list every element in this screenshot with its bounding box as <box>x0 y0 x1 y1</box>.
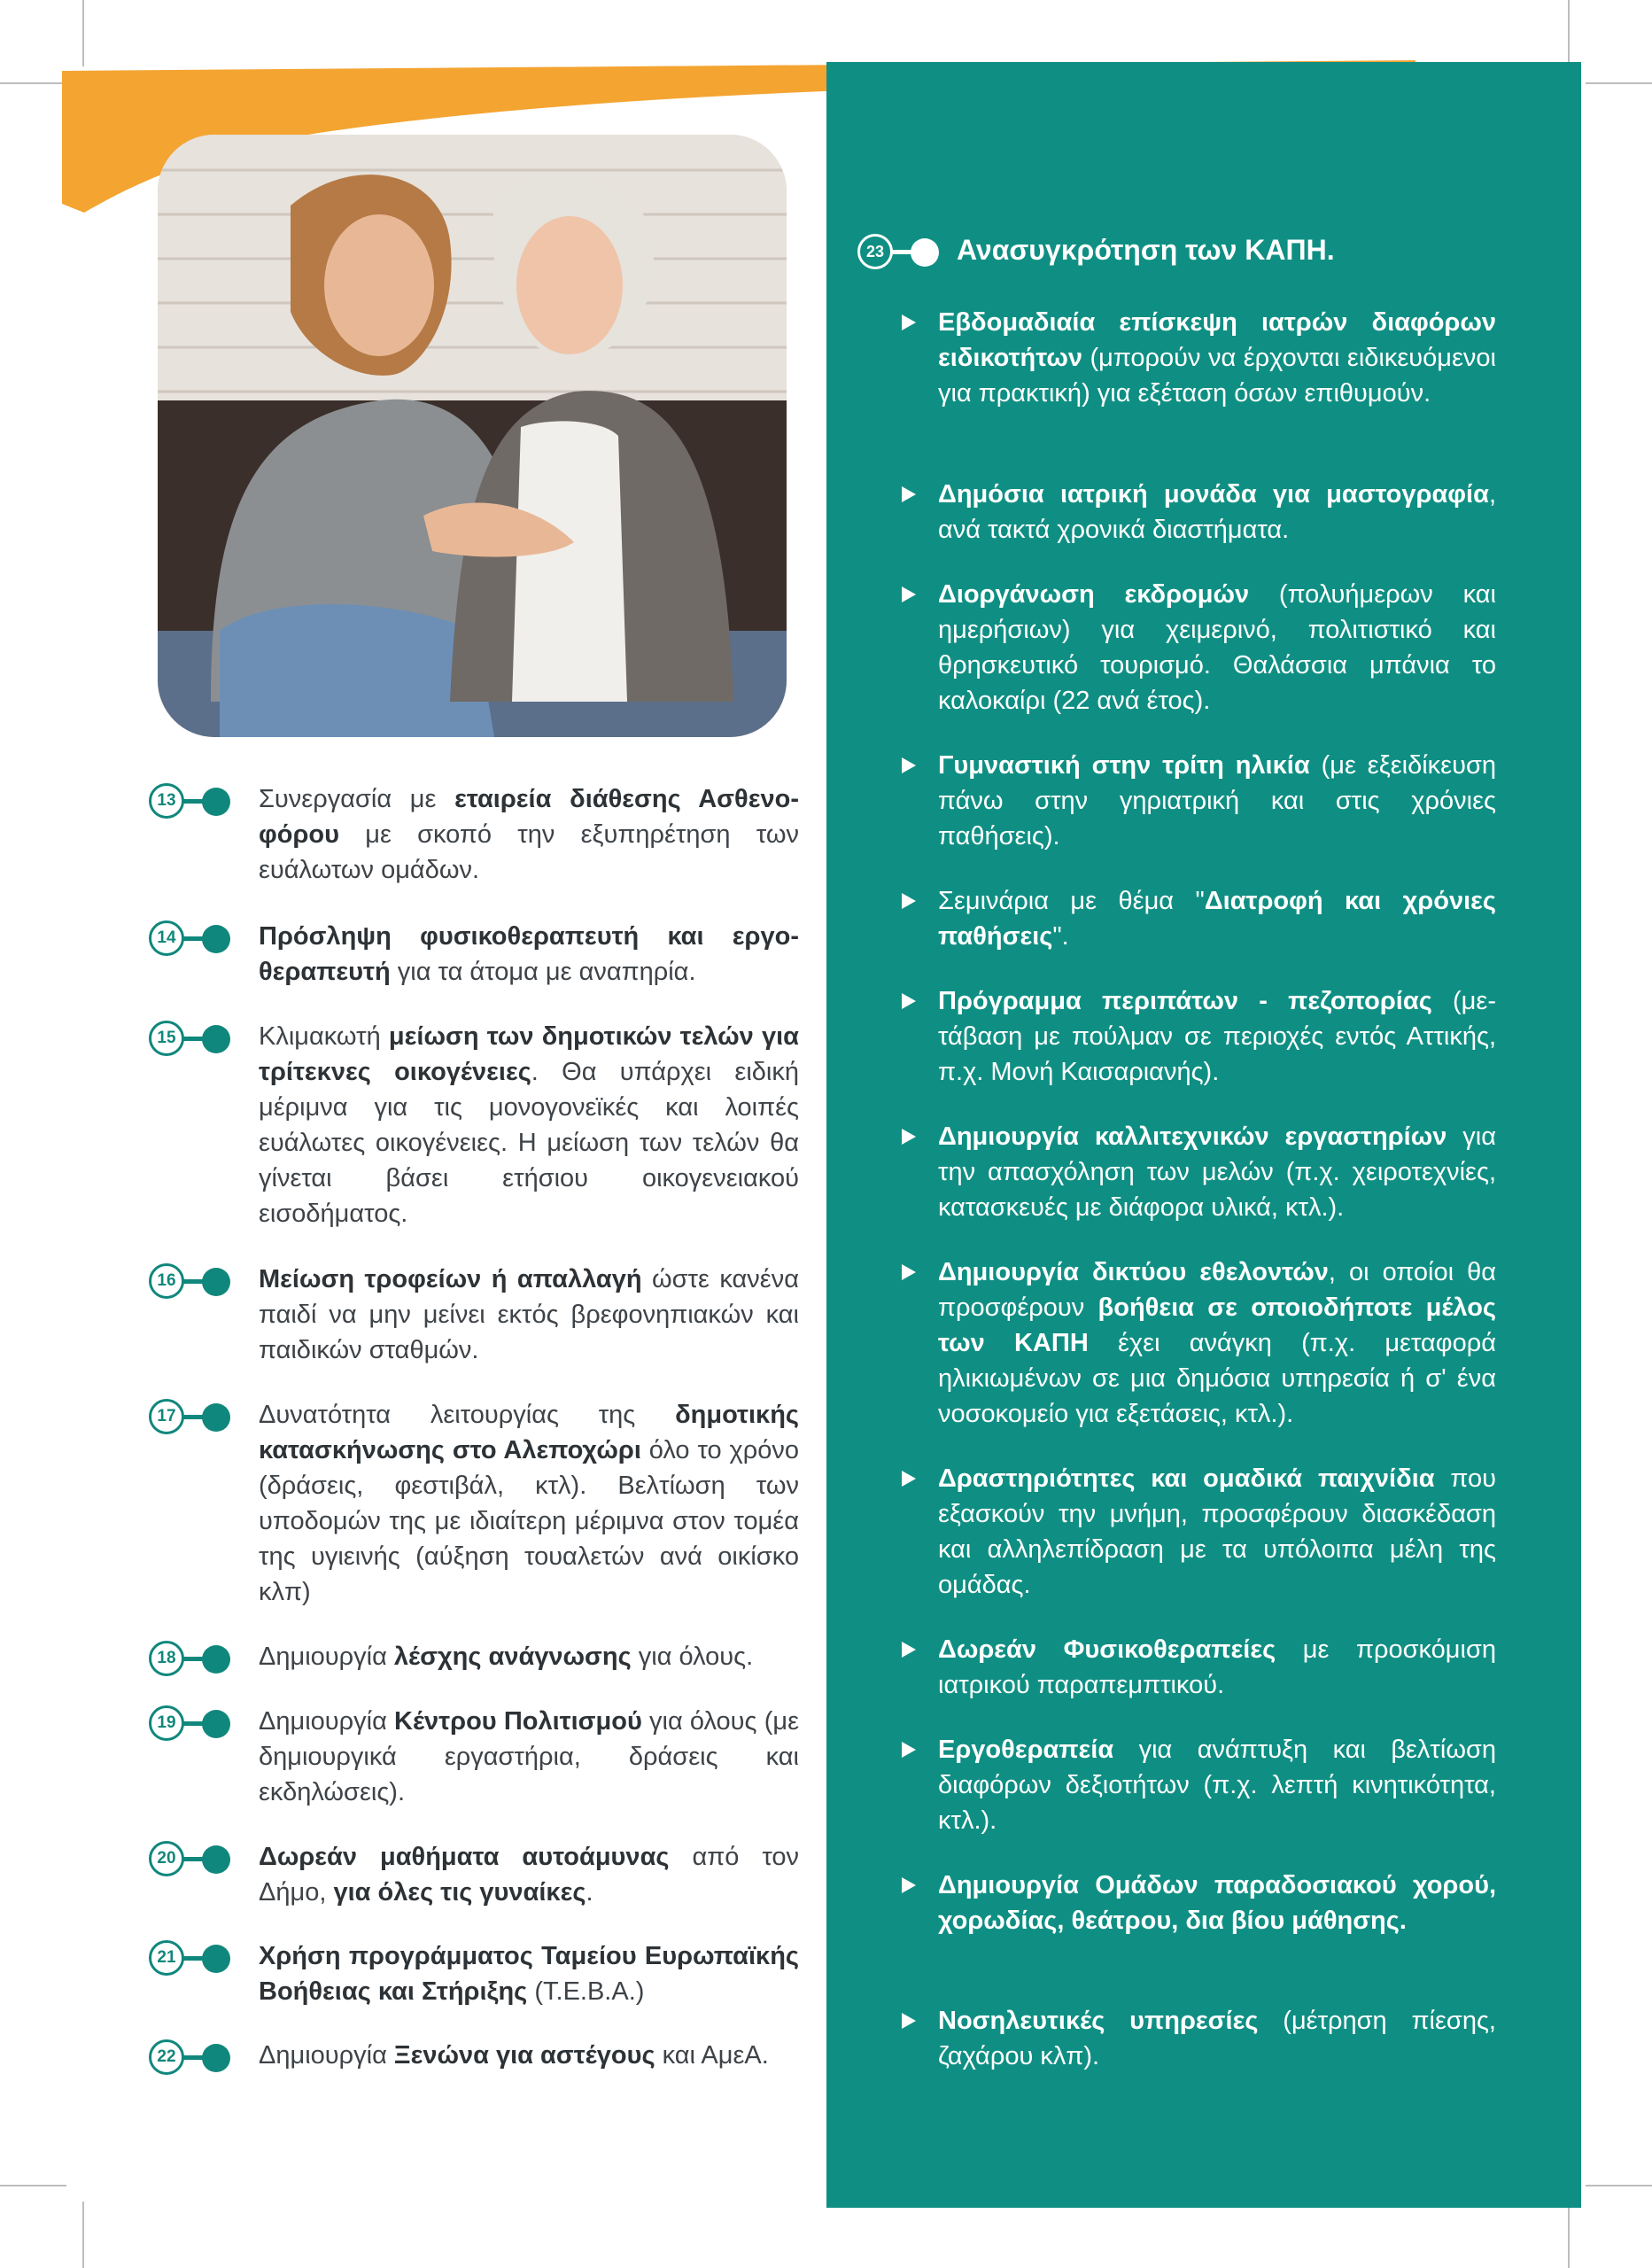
triangle-bullet-icon <box>902 1129 916 1145</box>
bullet-text: Διοργάνωση εκδρομών (πολυήμερων και ημερήσιων) για χειμερινό, πολιτιστικό και θρησκευτικό τουρισμό. Θαλάσσια μπάνια το καλοκαίρι (22 ανά έτος). <box>938 580 1496 715</box>
bullet-item <box>902 305 1496 451</box>
number-marker <box>149 783 237 822</box>
bullet-text: Πρόγραμμα περιπάτων - πεζοπορίας (μετάβαση με πούλμαν σε περιοχές εντός Αττικής, π.χ. Μονή Καισαριανής). <box>938 987 1496 1086</box>
connector-dot <box>202 1845 230 1874</box>
bullet-text: Δημόσια ιατρική μονάδα για μαστογραφία, ανά τακτά χρονικά διαστήματα. <box>938 480 1496 544</box>
item-number: 17 <box>149 1399 184 1434</box>
triangle-bullet-icon <box>902 1742 916 1758</box>
connector-dot <box>202 1403 230 1432</box>
bullet-item <box>902 1868 1496 1978</box>
bullet-text: Σεμινάρια με θέμα "Διατροφή και χρόνιες παθήσεις". <box>938 887 1496 951</box>
item-text: Δημιουργία Ξενώνα για αστέγους και ΑμεΑ. <box>259 2041 769 2070</box>
number-marker <box>149 920 237 959</box>
triangle-bullet-icon <box>902 757 916 773</box>
number-marker <box>149 1705 237 1744</box>
bullet-text: Γυμναστική στην τρίτη ηλικία (με εξειδίκευση πάνω στην γηριατρική και στις χρόνιες παθήσεις). <box>938 751 1496 850</box>
item-number: 21 <box>149 1940 184 1976</box>
bullet-text: Δημιουργία καλλιτεχνικών εργαστηρίων για την απασχόληση των μελών (π.χ. χειροτεχνίες, κατασκευές με διάφορα υλικά, κτλ.). <box>938 1122 1496 1222</box>
number-marker <box>149 1263 237 1302</box>
bullet-text: Νοσηλευτικές υπηρεσίες (μέτρηση πίεσης, ζαχάρου κλπ). <box>938 2007 1496 2070</box>
item-number: 19 <box>149 1705 184 1741</box>
item-text: Συνεργασία με εταιρεία διάθεσης Ασθενοφόρου με σκοπό την εξυπηρέτηση των ευάλωτων ομάδων. <box>259 785 799 884</box>
number-marker <box>149 1399 237 1438</box>
heading-title: Ανασυγκρότηση των ΚΑΠΗ. <box>957 234 1335 266</box>
heading-number: 23 <box>857 234 893 269</box>
bullet-item <box>902 477 1496 552</box>
connector-dot <box>202 2044 230 2072</box>
item-text: Δημιουργία Κέντρου Πολιτισμού για όλους (με δημιουργικά εργαστήρια, δράσεις και εκδηλώσεις). <box>259 1707 799 1806</box>
number-marker <box>149 1641 237 1680</box>
number-marker <box>149 2039 237 2078</box>
item-number: 18 <box>149 1641 184 1676</box>
list-item-20 <box>149 1839 799 1915</box>
triangle-bullet-icon <box>902 315 916 330</box>
bullet-item <box>902 1254 1496 1436</box>
list-item-18 <box>149 1639 799 1679</box>
item-text: Δημιουργία λέσχης ανάγνωσης για όλους. <box>259 1643 754 1671</box>
bullet-item <box>902 577 1496 723</box>
photo-illustration <box>158 135 787 737</box>
item-number: 13 <box>149 783 184 819</box>
item-number: 22 <box>149 2039 184 2075</box>
item-text: Κλιμακωτή μείωση των δημοτικών τελών για τρίτεκνες οικογένειες. Θα υπάρχει ειδική μέριμνα για τις μονογονεϊκές και λοιπές ευάλωτες οικογένειες. Η μείωση των τελών θα γίνεται βάσει ετήσιου οικογενειακού εισοδήματος. <box>259 1022 799 1228</box>
bullet-text: Δημιουργία δικτύου εθελοντών, οι οποίοι θα προσφέρουν βοήθεια σε οποιοδήποτε μέλος των ΚΑΠΗ έχει ανάγκη (π.χ. μεταφορά ηλικιωμένων σε μια δημόσια υπηρεσία ή σ' ένα νοσοκομείο για εξετάσεις, κτλ.). <box>938 1258 1496 1428</box>
number-marker <box>149 1021 237 1060</box>
connector-dot <box>202 1645 230 1674</box>
bullet-text: Δημιουργία Ομάδων παραδοσιακού χορού, χορωδίας, θεάτρου, δια βίου μάθησης. <box>938 1871 1496 1935</box>
number-marker <box>857 234 946 273</box>
item-number: 14 <box>149 920 184 956</box>
item-text: Χρήση προγράμματος Ταμείου Ευρωπαϊκής Βοήθειας και Στήριξης (Τ.Ε.Β.Α.) <box>259 1942 799 2006</box>
connector-dot <box>202 788 230 816</box>
connector-dot <box>911 238 939 267</box>
bullet-item <box>902 883 1496 959</box>
list-item-22 <box>149 2038 799 2078</box>
item-text: Δωρεάν μαθήματα αυτοάμυνας από τον Δήμο, για όλες τις γυναίκες. <box>259 1843 799 1907</box>
triangle-bullet-icon <box>902 1642 916 1658</box>
triangle-bullet-icon <box>902 2013 916 2029</box>
triangle-bullet-icon <box>902 1877 916 1893</box>
bullet-item <box>902 983 1496 1094</box>
triangle-bullet-icon <box>902 993 916 1009</box>
item-text: Δυνατότητα λειτουργίας της δημοτικής κατασκήνωσης στο Αλεποχώρι όλο το χρόνο (δράσεις, φεστιβάλ, κτλ). Βελτίωση των υποδομών της με ιδιαίτερη μέριμνα στον τομέα της υγιεινής (αύξηση τουαλετών ανά οικίσκο κλπ) <box>259 1401 799 1606</box>
item-number: 20 <box>149 1841 184 1876</box>
bullet-item <box>902 748 1496 858</box>
list-item-21 <box>149 1938 799 2014</box>
section-heading <box>857 232 1566 276</box>
bullet-item <box>902 1632 1496 1707</box>
connector-dot <box>202 1945 230 1973</box>
number-marker <box>149 1940 237 1979</box>
bullet-item <box>902 2003 1496 2078</box>
connector-dot <box>202 1710 230 1738</box>
connector-dot <box>202 1025 230 1053</box>
triangle-bullet-icon <box>902 486 916 502</box>
bullet-text: Δραστηριότητες και ομαδικά παιχνίδια που εξασκούν την μνήμη, προσφέρουν διασκέδαση και αλληλεπίδραση με τα υπόλοιπα μέλη της ομάδας. <box>938 1464 1496 1599</box>
number-marker <box>149 1841 237 1880</box>
triangle-bullet-icon <box>902 586 916 602</box>
bullet-text: Δωρεάν Φυσικοθεραπείες με προσκόμιση ιατρικού παραπεμπτικού. <box>938 1635 1496 1699</box>
triangle-bullet-icon <box>902 1471 916 1487</box>
triangle-bullet-icon <box>902 893 916 909</box>
list-item-15 <box>149 1019 799 1236</box>
crop-mark <box>1586 2185 1652 2186</box>
item-number: 15 <box>149 1021 184 1056</box>
list-item-13 <box>149 781 799 892</box>
item-text: Πρόσληψη φυσικοθεραπευτή και εργοθεραπευτή για τα άτομα με αναπηρία. <box>259 922 799 986</box>
list-item-17 <box>149 1397 799 1614</box>
bullet-item <box>902 1732 1496 1843</box>
crop-mark <box>1568 2202 1570 2268</box>
connector-dot <box>202 925 230 953</box>
bullet-item <box>902 1119 1496 1230</box>
connector-dot <box>202 1268 230 1296</box>
bullet-text: Εργοθεραπεία για ανάπτυξη και βελτίωση διαφόρων δεξιοτήτων (π.χ. λεπτή κινητικότητα, κτλ.). <box>938 1736 1496 1835</box>
list-item-19 <box>149 1704 799 1814</box>
list-item-14 <box>149 919 799 994</box>
photo-two-women-embracing <box>158 135 787 737</box>
crop-mark <box>82 2202 84 2268</box>
bullet-item <box>902 1461 1496 1607</box>
crop-mark <box>0 2185 66 2186</box>
list-item-16 <box>149 1262 799 1372</box>
bullet-text: Εβδομαδιαία επίσκεψη ιατρών διαφόρων ειδικοτήτων (μπορούν να έρχονται ειδικευόμενοι για πρακτική) για εξέταση όσων επιθυμούν. <box>938 308 1496 408</box>
item-number: 16 <box>149 1263 184 1299</box>
triangle-bullet-icon <box>902 1264 916 1280</box>
item-text: Μείωση τροφείων ή απαλλαγή ώστε κανένα παιδί να μην μείνει εκτός βρεφονηπιακών και παιδικών σταθμών. <box>259 1265 799 1364</box>
